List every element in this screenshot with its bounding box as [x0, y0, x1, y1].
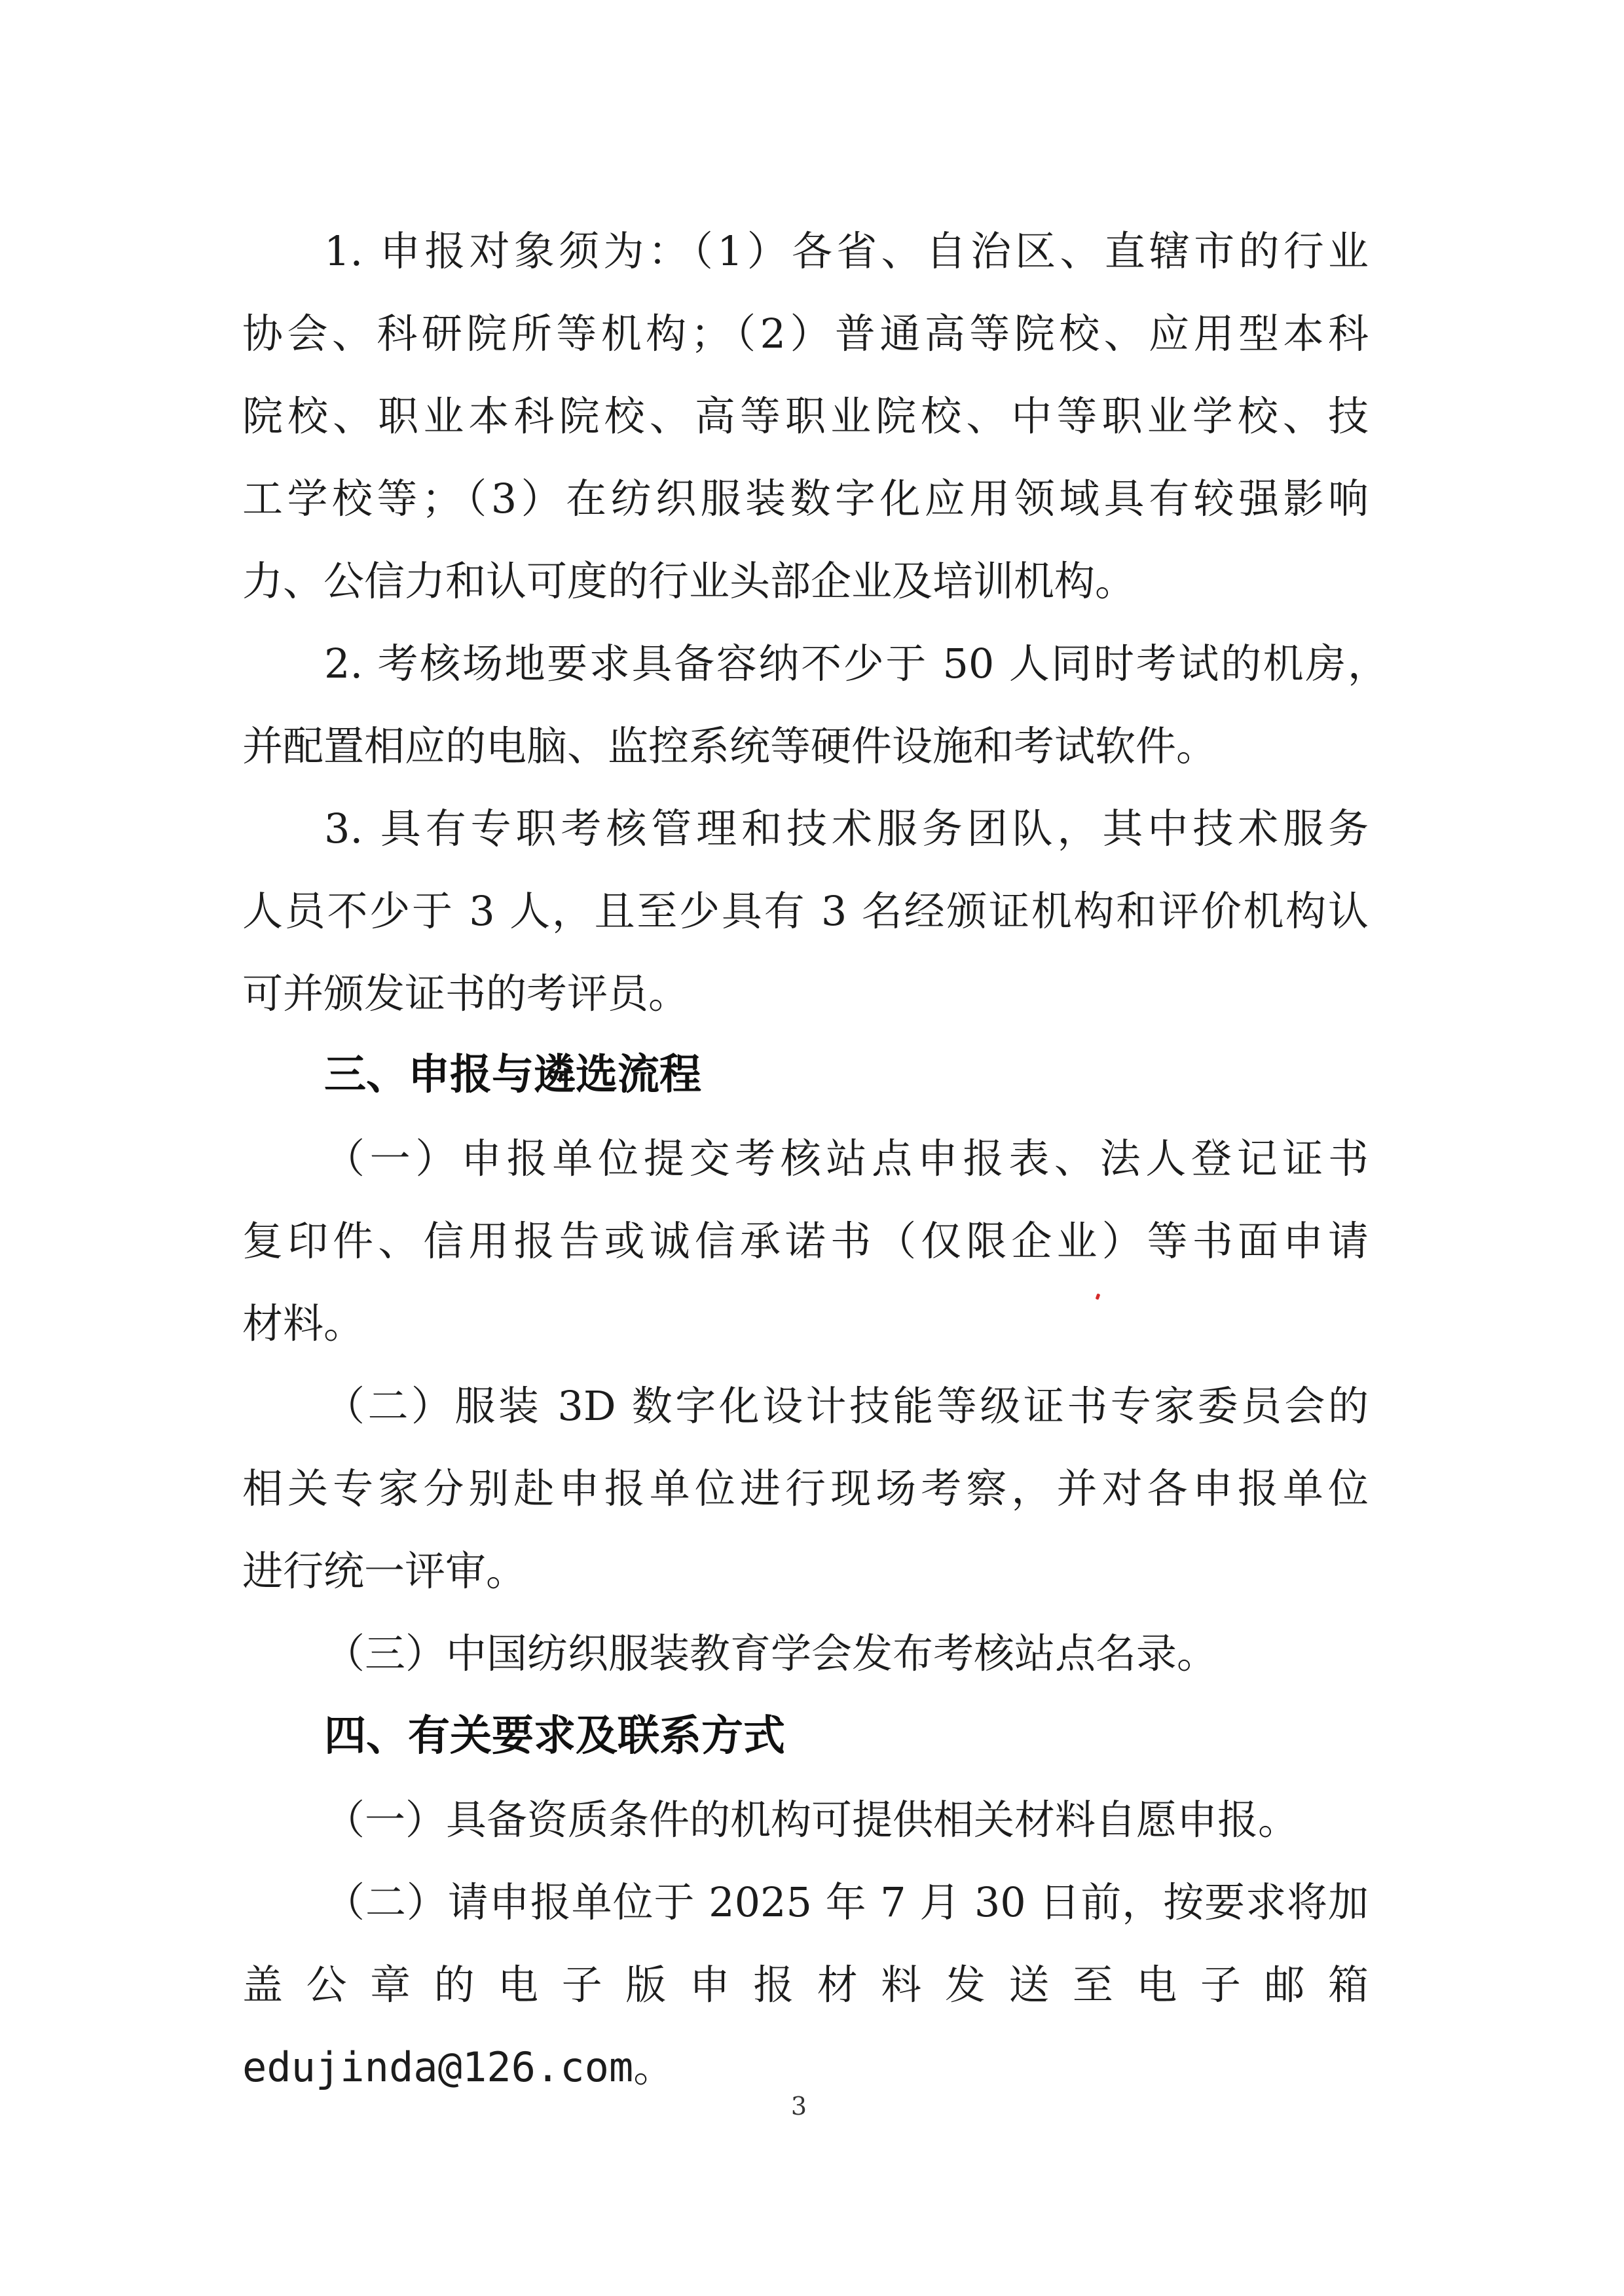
page-number: 3: [790, 2092, 807, 2121]
s4-item2-line-2: 盖公章的电子版申报材料发送至电子邮箱: [242, 1961, 1369, 2009]
section4-heading: 四、有关要求及联系方式: [324, 1712, 785, 1760]
item3-line-1: 3. 具有专职考核管理和技术服务团队，其中技术服务: [324, 805, 1369, 852]
item1-line-3: 院校、职业本科院校、高等职业院校、中等职业学校、技: [242, 392, 1369, 440]
item1-line-1: 1. 申报对象须为：（1）各省、自治区、直辖市的行业: [324, 227, 1369, 275]
scan-speck: [1096, 1293, 1101, 1300]
s3-item2-line-3: 进行统一评审。: [242, 1547, 527, 1595]
item1-line-5: 力、公信力和认可度的行业头部企业及培训机构。: [242, 557, 1136, 605]
s4-item1-line-1: （一）具备资质条件的机构可提供相关材料自愿申报。: [324, 1796, 1299, 1844]
item3-line-3: 可并颁发证书的考评员。: [242, 970, 690, 1017]
s3-item3-line-1: （三）中国纺织服装教育学会发布考核站点名录。: [324, 1630, 1218, 1677]
section3-heading: 三、申报与遴选流程: [324, 1051, 701, 1099]
s4-item2-line-1: （二）请申报单位于 2025 年 7 月 30 日前，按要求将加: [324, 1878, 1369, 1926]
item1-line-4: 工学校等；（3）在纺织服装数字化应用领域具有较强影响: [242, 475, 1369, 522]
item2-line-2: 并配置相应的电脑、监控系统等硬件设施和考试软件。: [242, 722, 1217, 770]
s4-item2-line-3-email: edujinda@126.com。: [242, 2043, 674, 2091]
item1-line-2: 协会、科研院所等机构；（2）普通高等院校、应用型本科: [242, 310, 1369, 357]
s3-item1-line-1: （一）申报单位提交考核站点申报表、法人登记证书: [324, 1135, 1369, 1182]
s3-item1-line-3: 材料。: [242, 1300, 365, 1347]
s3-item2-line-2: 相关专家分别赴申报单位进行现场考察，并对各申报单位: [242, 1465, 1369, 1512]
s3-item2-line-1: （二）服装 3D 数字化设计技能等级证书专家委员会的: [324, 1382, 1369, 1430]
item2-line-1: 2. 考核场地要求具备容纳不少于 50 人同时考试的机房，: [324, 640, 1388, 687]
item3-line-2: 人员不少于 3 人，且至少具有 3 名经颁证机构和评价机构认: [242, 887, 1369, 935]
s3-item1-line-2: 复印件、信用报告或诚信承诺书（仅限企业）等书面申请: [242, 1217, 1369, 1265]
